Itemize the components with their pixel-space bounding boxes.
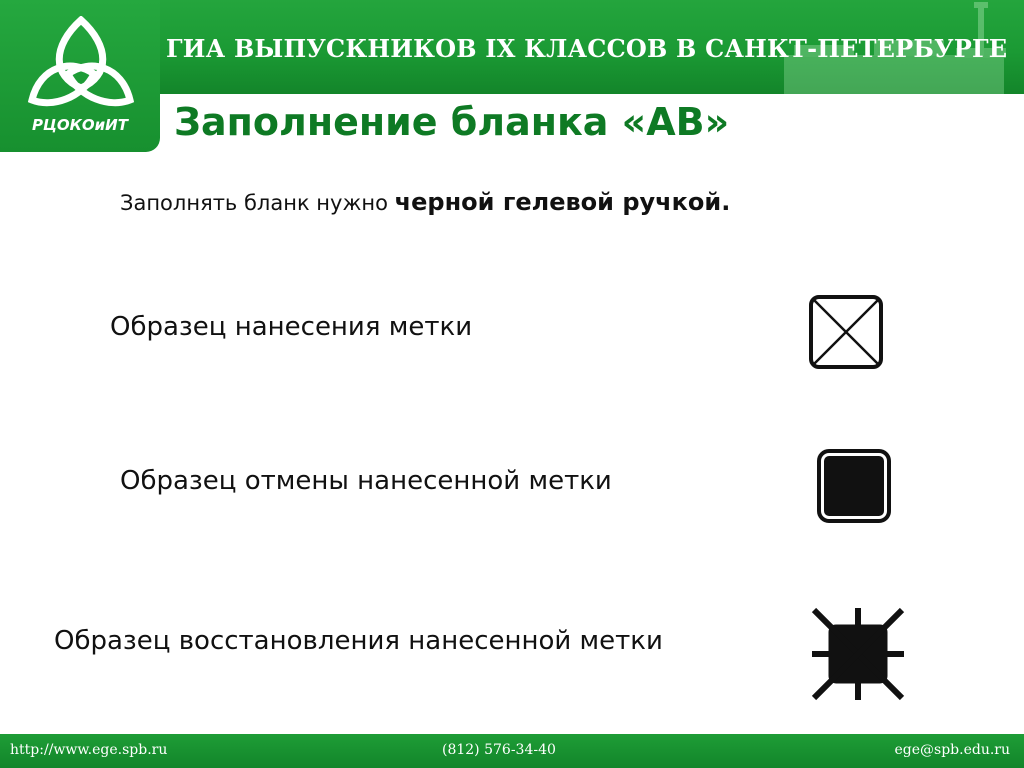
footer-phone: (812) 576-34-40 <box>442 742 556 758</box>
header-title: ГИА ВЫПУСКНИКОВ IX КЛАССОВ В САНКТ-ПЕТЕРБУРГЕ <box>166 34 1008 63</box>
footer-band <box>0 734 1024 768</box>
intro-emphasis: черной гелевой ручкой. <box>394 188 731 216</box>
sample-cancel-label: Образец отмены нанесенной метки <box>120 466 612 496</box>
slide-title: Заполнение бланка «АВ» <box>174 100 730 144</box>
sample-restore-label: Образец восстановления нанесенной метки <box>54 626 663 656</box>
footer-email-link[interactable]: ege@spb.edu.ru <box>894 742 1010 758</box>
footer-website-link[interactable]: http://www.ege.spb.ru <box>10 742 168 758</box>
logo <box>0 0 160 152</box>
logo-text: РЦОКОиИТ <box>32 116 128 134</box>
filled-box-icon <box>814 446 894 526</box>
sample-mark-label: Образец нанесения метки <box>110 312 473 342</box>
intro-prefix: Заполнять бланк нужно <box>120 191 395 215</box>
triquetra-logo-icon <box>22 16 140 112</box>
crossed-box-icon <box>806 292 886 372</box>
restored-mark-icon <box>808 604 908 704</box>
intro-text <box>120 188 730 216</box>
